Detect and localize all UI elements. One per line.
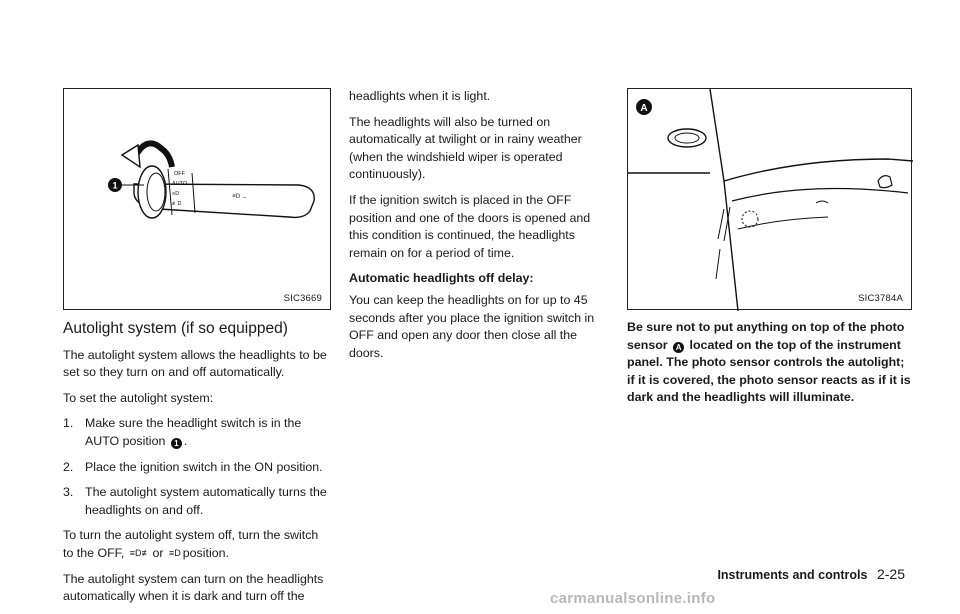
figure-code: SIC3669	[283, 293, 322, 304]
photo-sensor-warning	[627, 319, 912, 407]
list-text: Place the ignition switch in the ON position.	[85, 459, 323, 474]
dash-detail	[816, 201, 828, 203]
list-item	[63, 459, 331, 477]
page-number: 2-25	[876, 566, 905, 582]
section-heading: Autolight system (if so equipped)	[63, 320, 288, 337]
twilight-paragraph: The headlights will also be turned on automatically at twilight or in rainy weather (when the windshield wiper is operated continuously).	[349, 114, 582, 182]
dashboard-lower-line	[738, 217, 828, 229]
switch-label-head: ≢D	[172, 201, 182, 207]
turn-off-text: To turn the autolight system off, turn the switch to the OFF,	[63, 528, 319, 560]
callout-a-icon: A	[673, 342, 684, 353]
watermark: carmanualsonline.info	[550, 590, 716, 607]
dark-paragraph-start: The autolight system can turn on the headlights automatically when it is dark and turn off the	[63, 571, 324, 604]
rotation-arrowhead	[122, 145, 140, 167]
lever-knob-face	[147, 173, 165, 211]
position-text: position.	[182, 545, 229, 560]
footer-section-title: Instruments and controls	[717, 568, 868, 582]
list-item	[63, 415, 331, 450]
callout-1-label: 1	[112, 180, 118, 191]
ignition-paragraph: If the ignition switch is placed in the OFF position and one of the doors is opened and this condition is continued, the headlights remain on for a period of time.	[349, 192, 591, 260]
figure-code: SIC3784A	[858, 293, 903, 304]
list-text	[85, 415, 331, 450]
switch-label-off: OFF	[174, 171, 185, 177]
list-number: 2.	[63, 459, 74, 474]
intro-paragraph: The autolight system allows the headlights to be set so they turn on and off automatically.	[63, 347, 327, 380]
list-item	[63, 484, 331, 519]
warning-text-end: located on the top of the instrument panel. The photo sensor controls the autolight; if it is covered, the photo sensor reacts as if it is dark and the headlights will illuminate.	[627, 337, 911, 405]
stalk-glyph: ≡D ⇔	[231, 193, 248, 202]
parking-light-icon: ≡D≢	[129, 547, 151, 558]
delay-paragraph: You can keep the headlights on for up to 45 seconds after you place the ignition switch in OFF and open any door then close all the doors.	[349, 292, 595, 360]
switch-label-auto: AUTO	[172, 181, 188, 187]
or-text: or	[152, 545, 164, 560]
dashboard-curve	[732, 189, 908, 202]
page-footer	[717, 566, 905, 582]
dark-paragraph-end: headlights when it is light.	[349, 89, 491, 103]
callout-a-label: A	[640, 103, 648, 114]
column-2	[349, 88, 611, 370]
headlight-icon: ≡D	[169, 547, 181, 558]
mirror-shape	[878, 176, 892, 188]
vent-lines	[716, 207, 730, 279]
delay-heading: Automatic headlights off delay:	[349, 271, 534, 286]
warning-text: Be sure not to put anything on top of the photo sensor	[627, 320, 905, 352]
headlight-switch-figure	[63, 88, 331, 310]
step-1-end: .	[183, 433, 188, 448]
column-1	[63, 320, 331, 614]
list-number: 1.	[63, 416, 74, 431]
photo-sensor-figure	[627, 88, 912, 310]
callout-1-icon: 1	[171, 438, 182, 449]
to-set-label: To set the autolight system:	[63, 390, 214, 405]
photo-sensor-illustration	[628, 89, 913, 311]
list-text: The autolight system automatically turns the headlights on and off.	[85, 485, 327, 517]
switch-label-park: ≡D	[172, 191, 180, 197]
photo-sensor-shape	[668, 129, 706, 147]
headlight-switch-illustration	[64, 89, 332, 311]
list-number: 3.	[63, 485, 74, 500]
step-1-text: Make sure the headlight switch is in the AUTO position	[85, 416, 302, 448]
turn-off-paragraph	[63, 527, 331, 562]
